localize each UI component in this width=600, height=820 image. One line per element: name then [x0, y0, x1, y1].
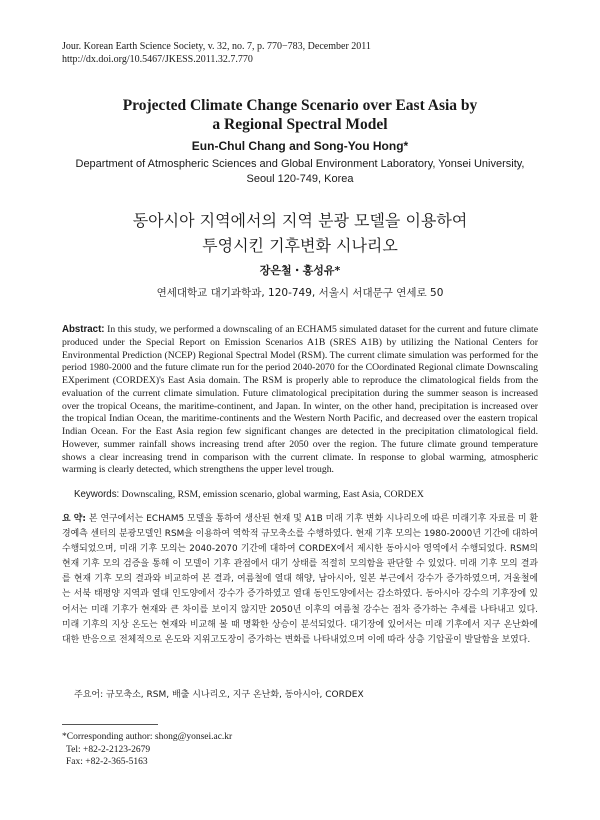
footnote-tel: Tel: +82-2-2123-2679: [66, 744, 151, 755]
keywords-en-text: Downscaling, RSM, emission scenario, global warming, East Asia, CORDEX: [121, 489, 424, 500]
affiliation-en-line2: Seoul 120-749, Korea: [246, 173, 354, 185]
corresponding-author-footnote: [62, 731, 232, 769]
keywords-en: [74, 488, 538, 501]
footnote-fax: Fax: +82-2-365-5163: [66, 757, 148, 767]
authors-kr: 장은철・홍성유*: [259, 264, 341, 277]
paper-title-en-line2: a Regional Spectral Model: [212, 116, 388, 133]
keywords-kr: [74, 687, 538, 700]
keywords-kr-text: 규모축소, RSM, 배출 시나리오, 지구 온난화, 동아시아, CORDEX: [106, 690, 364, 700]
affiliation-en-line1: Department of Atmospheric Sciences and Global Environment Laboratory, Yonsei University,: [75, 158, 525, 170]
footnote-divider: [62, 724, 158, 725]
paper-title-kr: [60, 208, 540, 258]
footnote-email: *Corresponding author: shong@yonsei.ac.kr: [62, 732, 233, 742]
authors-en: Eun-Chul Chang and Song-You Hong*: [191, 139, 409, 153]
keywords-en-label: Keywords:: [74, 489, 120, 500]
abstract-en: [62, 324, 538, 477]
keywords-kr-label: 주요어:: [74, 690, 104, 700]
journal-citation-header: [62, 40, 371, 66]
paper-title-en: [60, 96, 540, 134]
doi-link[interactable]: http://dx.doi.org/10.5467/JKESS.2011.32.7.770: [62, 54, 253, 65]
abstract-kr-label: 요 약:: [62, 514, 86, 524]
journal-citation: Jour. Korean Earth Science Society, v. 32, no. 7, p. 770−783, December 2011: [62, 41, 371, 52]
abstract-kr: [62, 512, 538, 648]
paper-title-kr-line1: 동아시아 지역에서의 지역 분광 모델을 이용하여: [132, 211, 468, 230]
paper-title-kr-line2: 투영시킨 기후변화 시나리오: [202, 236, 398, 255]
paper-title-en-line1: Projected Climate Change Scenario over East Asia by: [122, 97, 478, 114]
abstract-kr-text: 본 연구에서는 ECHAM5 모델을 통하여 생산된 현재 및 A1B 미래 기후 변화 시나리오에 따른 미래기후 자료를 미 환경예측 센터의 분광모델인 RSM을 이용하여 역학적 규모축소를 수행하였다. 현재 기후 모의는 1980-2000년 기간에 대하여 수행되었으며, 미래 기후 모의는 2040-2070 기간에 대하여 CORDEX에서 제시한 동아시아 영역에서 수행되었다. RSM의 현재 기후 모의 검증을 통해 이 모델이 기후 관점에서 대기 상태를 적절히 모의함을 판단할 수 있었다. 미래 기후 모의 결과를 현재 기후 모의 결과와 비교하여 본 결과, 여름철에 열대 해양, 남아시아, 일본 부근에서 강수가 증가하였으며, 겨울철에는 서북 태평양 지역과 열대 인도양에서 강수가 증가하였고 열대 동인도양에서는 감소하였다. 동아시아 강수의 기후장에 있어서는 미래 기후가 현재와 큰 차이를 보이지 않지만 2050년 이후의 여름철 강수는 점차 증가하는 추세를 나타내고 있다. 미래 기후의 지상 온도는 현재와 비교해 볼 때 명확한 상승이 분석되었다. 대기장에 있어서는 미래 기후에서 지구 온난화에 대한 반응으로 전체적으로 온도와 지위고도장이 증가하는 변화를 나타내었으며 이에 따라 상층 기압골이 발달함을 보였다.: [62, 514, 538, 645]
abstract-en-text: In this study, we performed a downscaling of an ECHAM5 simulated dataset for the current and future climate produced under the Special Report on Emission Scenarios A1B (SRES A1B) by utilizing the National Centers for Environmental Prediction (NCEP) Regional Spectral Model (RSM). The current climate simulation was performed for the period 1980-2000 and the future climate run for the period 2040-2070 for the COordinated Regional climate Downscaling EXperiment (CORDEX)'s East Asia domain. The RSM is properly able to reproduce the climatological fields from the evaluation of the current climate simulation. Future climatological precipitation during the summer season is increased over the tropical Oceans, the maritime-continent, and Japan. In winter, on the other hand, precipitation is increased over the tropical Indian Ocean, the maritime-continents and the Western North Pacific, and decreased over the eastern tropical Indian Ocean. For the East Asia region few significant changes are detected in the precipitation climatological field. However, summer rainfall shows increasing trend after 2050 over the region. The future climate ground temperature shows a clear increasing trend in comparison with the current climate. In response to global warming, atmospheric warming is clearly detected, which strengthens the upper level trough.: [62, 324, 539, 476]
affiliation-en: [60, 157, 540, 187]
abstract-en-label: Abstract:: [62, 324, 105, 335]
affiliation-kr: 연세대학교 대기과학과, 120-749, 서울시 서대문구 연세로 50: [156, 287, 444, 299]
